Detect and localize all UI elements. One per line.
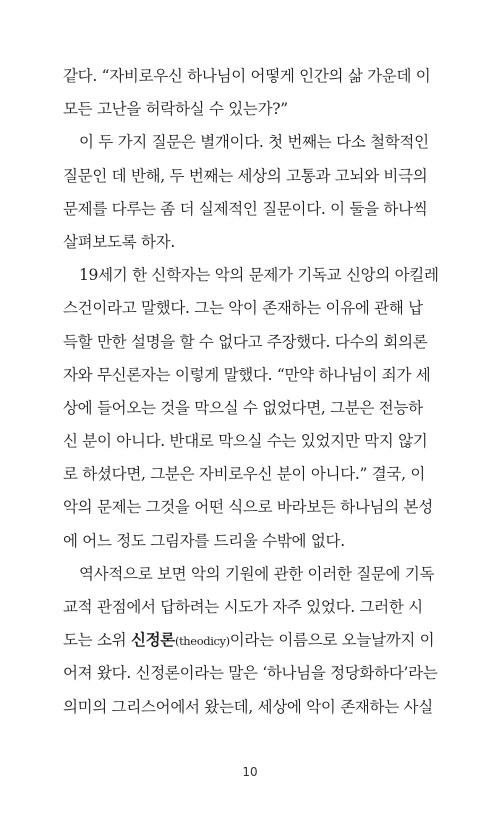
term-gloss: (theodicy) [174, 634, 230, 649]
paragraph-first-line: 이 두 가지 질문은 별개이다. 첫 번째는 다소 철학적인 [79, 133, 429, 152]
text-line: 모든 고난을 허락하실 수 있는가?” [63, 100, 288, 119]
text-line: 상에 들어오는 것을 막으실 수 없었다면, 그분은 전능하 [63, 398, 423, 417]
text-segment: 도는 소위 [63, 631, 131, 650]
paragraph-first-line: 19세기 한 신학자는 악의 문제가 기독교 신앙의 아킬레 [79, 266, 439, 285]
text-line: 득할 만한 설명을 할 수 없다고 주장했다. 다수의 회의론 [63, 332, 428, 351]
text-line: 교적 관점에서 답하려는 시도가 자주 있었다. 그러한 시 [63, 598, 423, 616]
text-line: 에 어느 정도 그림자를 드리울 수밖에 없다. [63, 531, 345, 550]
paragraph-first-line: 역사적으로 보면 악의 기원에 관한 이러한 질문에 기독 [79, 564, 435, 583]
text-segment: 이라는 이름으로 오늘날까지 이 [229, 631, 435, 650]
text-line: 문제를 다루는 좀 더 실제적인 질문이다. 이 둘을 하나씩 [63, 199, 428, 218]
text-line: 스건이라고 말했다. 그는 악이 존재하는 이유에 관해 납 [63, 299, 423, 318]
text-line: 어져 왔다. 신정론이라는 말은 ‘하나님을 정당화하다’라는 [63, 664, 438, 683]
text-line: 로 하셨다면, 그분은 자비로우신 분이 아니다.” 결국, 이 [63, 465, 426, 484]
text-line: 의미의 그리스어에서 왔는데, 세상에 악이 존재하는 사실 [63, 697, 433, 716]
text-line: 같다. “자비로우신 하나님이 어떻게 인간의 삶 가운데 이 [63, 67, 431, 85]
page-body [63, 66, 443, 730]
page-number: 10 [242, 765, 258, 779]
text-line: 자와 무신론자는 이렇게 말했다. “만약 하나님이 죄가 세 [63, 365, 431, 384]
theodicy-term: 신정론 [130, 630, 175, 650]
text-line: 악의 문제는 그것을 어떤 식으로 바라보든 하나님의 본성 [63, 498, 433, 517]
text-line: 신 분이 아니다. 반대로 막으실 수는 있었지만 막지 않기 [63, 432, 428, 451]
text-line: 질문인 데 반해, 두 번째는 세상의 고통과 고뇌와 비극의 [63, 166, 428, 185]
text-line: 살펴보도록 하자. [63, 232, 175, 251]
text-line-with-term [63, 630, 443, 650]
